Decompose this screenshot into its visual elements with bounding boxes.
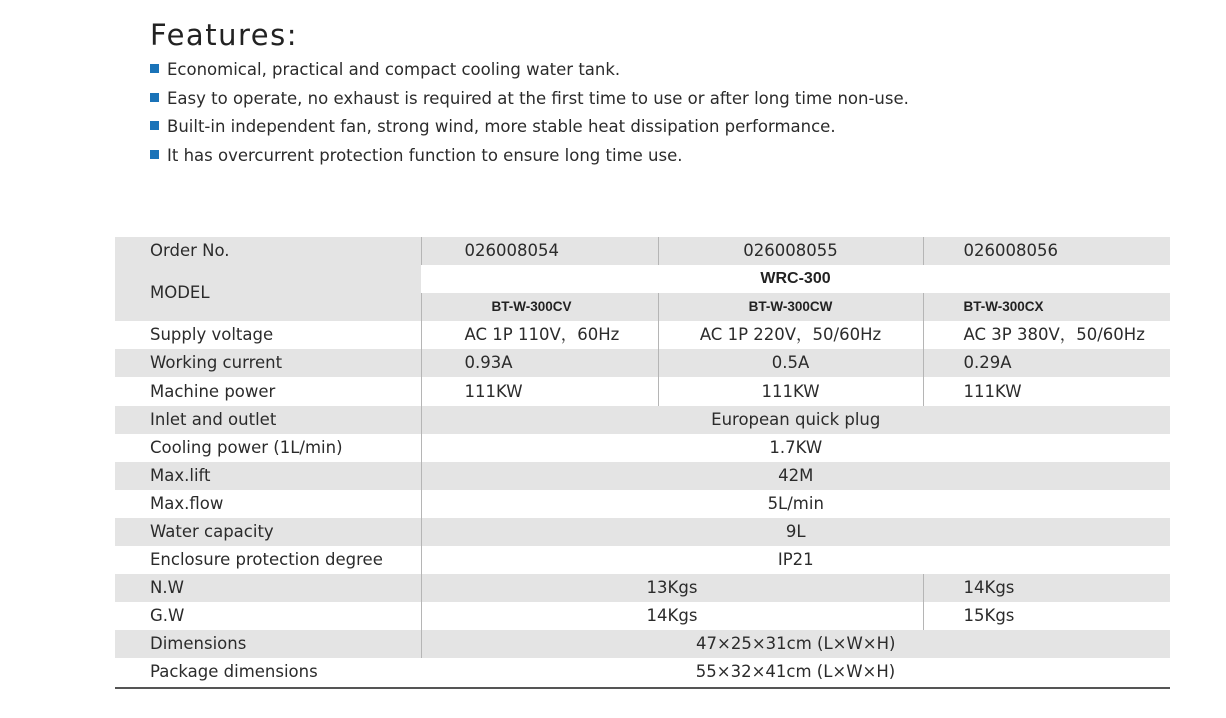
square-bullet-icon (150, 64, 159, 73)
working-current-1: 0.93A (421, 349, 658, 377)
model-3: BT-W-300CX (923, 293, 1170, 321)
order-no-label: Order No. (115, 237, 421, 265)
model-1: BT-W-300CV (421, 293, 658, 321)
package-dimensions-value: 55×32×41cm (L×W×H) (695, 662, 896, 682)
feature-text: Built-in independent fan, strong wind, more stable heat dissipation performance. (167, 117, 836, 137)
row-order-no (115, 237, 1170, 265)
working-current-label: Working current (115, 349, 421, 377)
order-no-1: 026008054 (421, 237, 658, 265)
feature-text: Easy to operate, no exhaust is required at the first time to use or after long time non-use. (167, 88, 909, 108)
gw-value-1: 14Kgs (421, 602, 923, 630)
inlet-outlet-value: European quick plug (421, 406, 1170, 434)
cooling-power-label: Cooling power (1L/min) (150, 437, 343, 457)
row-nw (115, 574, 1170, 602)
order-no-2: 026008055 (658, 237, 923, 265)
spec-table (115, 237, 1170, 689)
machine-power-label: Machine power (150, 381, 276, 401)
row-dimensions (115, 630, 1170, 658)
inlet-outlet-label: Inlet and outlet (115, 406, 421, 434)
dimensions-value: 47×25×31cm (L×W×H) (421, 630, 1170, 658)
row-water-capacity (115, 518, 1170, 546)
feature-item (150, 87, 909, 116)
package-dimensions-label: Package dimensions (150, 662, 318, 682)
machine-power-2: 111KW (658, 377, 923, 405)
row-max-flow (115, 490, 1170, 518)
square-bullet-icon (150, 93, 159, 102)
model-2: BT-W-300CW (658, 293, 923, 321)
row-working-current (115, 349, 1170, 377)
model-label: MODEL (115, 265, 421, 321)
working-current-2: 0.5A (658, 349, 923, 377)
row-max-lift (115, 462, 1170, 490)
machine-power-3: 111KW (923, 377, 1170, 405)
enclosure-value: IP21 (421, 546, 1170, 574)
row-inlet-outlet (115, 406, 1170, 434)
square-bullet-icon (150, 121, 159, 130)
model-group: WRC-300 (421, 265, 1170, 293)
enclosure-label: Enclosure protection degree (150, 550, 383, 570)
row-supply-voltage (115, 321, 1170, 349)
order-no-3: 026008056 (923, 237, 1170, 265)
machine-power-1: 111KW (421, 377, 658, 405)
gw-value-2: 15Kgs (923, 602, 1170, 630)
square-bullet-icon (150, 150, 159, 159)
feature-item (150, 58, 909, 87)
max-flow-value: 5L/min (421, 490, 1170, 518)
gw-label: G.W (150, 606, 185, 626)
max-lift-label: Max.lift (115, 462, 421, 490)
water-capacity-value: 9L (421, 518, 1170, 546)
max-lift-value: 42M (421, 462, 1170, 490)
nw-value-1: 13Kgs (421, 574, 923, 602)
feature-item (150, 115, 909, 144)
features-list (150, 58, 909, 173)
supply-voltage-2: AC 1P 220V，50/60Hz (658, 321, 923, 349)
nw-label: N.W (115, 574, 421, 602)
feature-item (150, 144, 909, 173)
row-gw (115, 602, 1170, 630)
feature-text: It has overcurrent protection function to ensure long time use. (167, 146, 683, 166)
features-title: Features: (150, 18, 298, 52)
supply-voltage-label: Supply voltage (150, 325, 274, 345)
water-capacity-label: Water capacity (115, 518, 421, 546)
nw-value-2: 14Kgs (923, 574, 1170, 602)
row-enclosure (115, 546, 1170, 574)
dimensions-label: Dimensions (115, 630, 421, 658)
row-package-dimensions (115, 658, 1170, 687)
max-flow-label: Max.flow (150, 493, 224, 513)
row-model-group (115, 265, 1170, 293)
supply-voltage-3: AC 3P 380V，50/60Hz (923, 321, 1170, 349)
row-machine-power (115, 377, 1170, 405)
row-cooling-power (115, 434, 1170, 462)
supply-voltage-1: AC 1P 110V，60Hz (421, 321, 658, 349)
feature-text: Economical, practical and compact cooling water tank. (167, 60, 621, 79)
cooling-power-value: 1.7KW (421, 434, 1170, 462)
working-current-3: 0.29A (923, 349, 1170, 377)
